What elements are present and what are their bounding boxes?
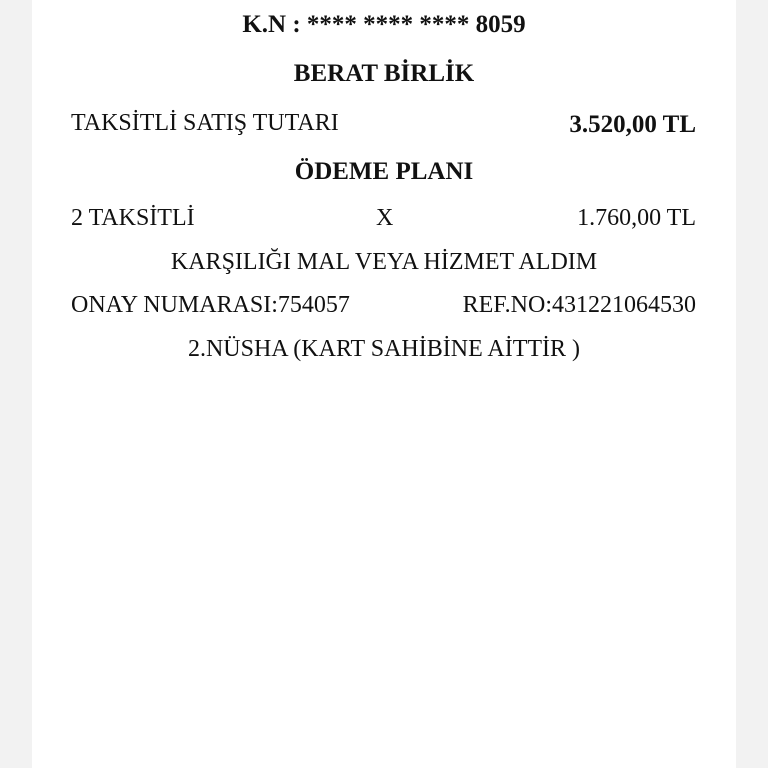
- copy-note: 2.NÜSHA (KART SAHİBİNE AİTTİR ): [187, 336, 581, 362]
- card-number-last4: 8059: [475, 11, 526, 38]
- payment-plan-title: ÖDEME PLANI: [294, 158, 474, 185]
- reference-label: REF.NO:: [462, 292, 552, 318]
- acknowledgement-text: KARŞILIĞI MAL VEYA HİZMET ALDIM: [170, 249, 598, 275]
- reference-value: 431221064530: [552, 292, 696, 318]
- card-number-line: [32, 10, 736, 40]
- merchant-name: BERAT BİRLİK: [293, 60, 475, 87]
- approval-label: ONAY NUMARASI:: [71, 292, 278, 318]
- installment-amount: 1.760,00 TL: [577, 205, 696, 231]
- approval-number: [71, 290, 350, 320]
- card-number-masked: **** **** ****: [306, 11, 470, 38]
- reference-number: [463, 290, 696, 320]
- receipt-page: [32, 0, 736, 768]
- card-number-label: K.N :: [242, 11, 301, 38]
- multiplier-sign: X: [376, 205, 394, 231]
- installment-sale-amount: 3.520,00 TL: [569, 111, 696, 138]
- approval-value: 754057: [277, 292, 350, 318]
- installments-count: 2 TAKSİTLİ: [71, 205, 195, 231]
- installment-sale-label: TAKSİTLİ SATIŞ TUTARI: [71, 110, 339, 136]
